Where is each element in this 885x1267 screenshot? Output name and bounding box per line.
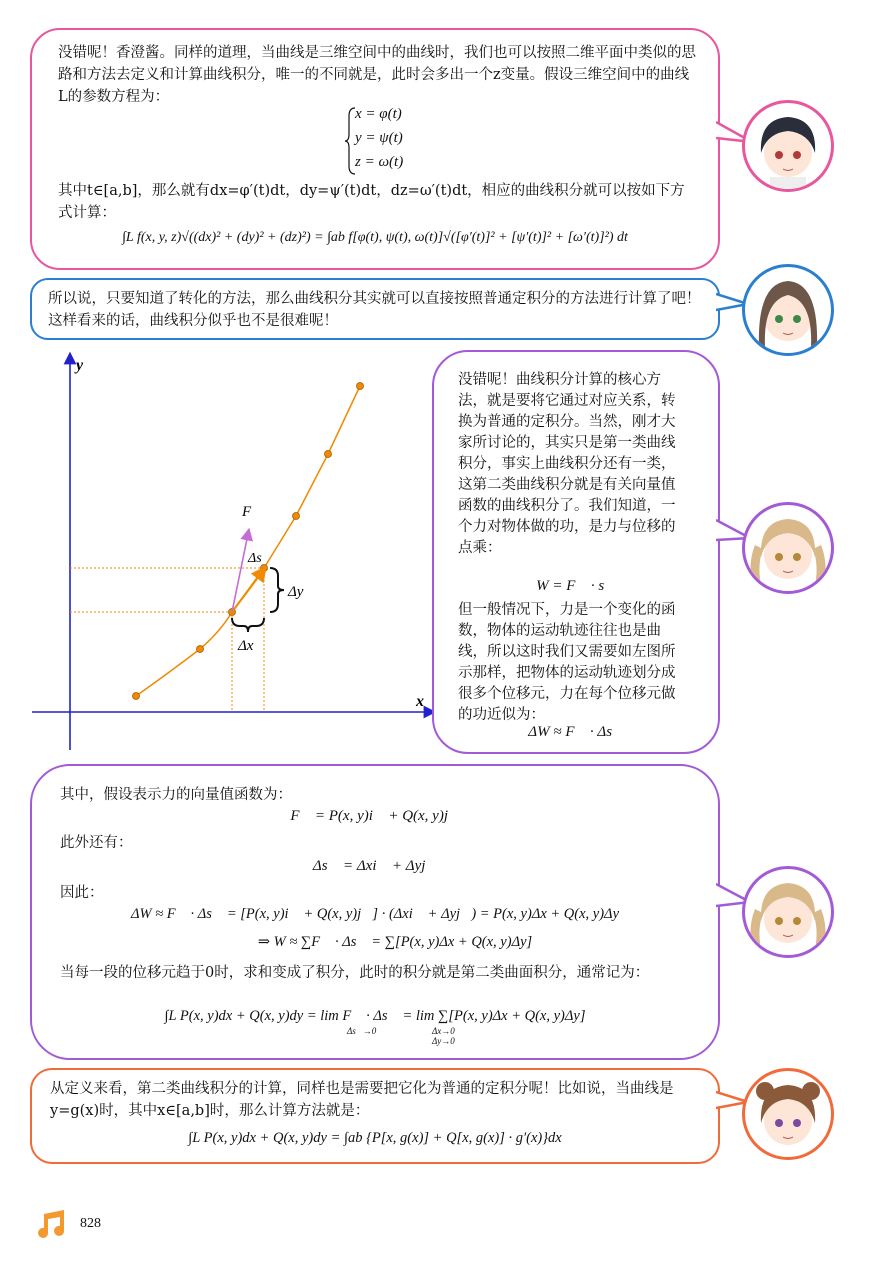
param-eq-z: z = ω(t)	[355, 154, 404, 170]
second-type-integral-formula: ∫L P(x, y)dx + Q(x, y)dy = ∫ab {P[x, g(x)] + Q[x, g(x)] · g′(x)}dx	[188, 1130, 562, 1146]
avatar-brown-buns	[742, 1068, 834, 1160]
dx-label: Δx	[238, 638, 254, 654]
limit-subscript-2a: Δx→0	[432, 1026, 455, 1036]
speech-bubble-1	[30, 28, 720, 270]
param-eq-y: y = ψ(t)	[355, 130, 403, 146]
work-sum-eq: ⇒ W ≈ ∑F⃗ · Δs⃗ = ∑[P(x, y)Δx + Q(x, y)Δy]	[257, 934, 533, 950]
bubble4-line3: 因此：	[60, 885, 104, 901]
bubble2-text: 所以说，只要知道了转化的方法，那么曲线积分其实就可以直接按照普通定积分的方法进行计算了吧！这样看来的话，曲线积分似乎也不是很难呢！	[48, 291, 701, 329]
bubble4-line1: 其中，假设表示力的向量值函数为：	[60, 787, 292, 803]
limit-subscript-2b: Δy→0	[432, 1036, 455, 1046]
dy-brace	[270, 568, 284, 612]
work-formula: W = F⃗ · s⃗	[536, 578, 616, 594]
work-approx-formula: ΔW ≈ F⃗ · Δs⃗	[528, 724, 624, 740]
music-note-icon	[36, 1210, 68, 1238]
bubble4-line4: 当每一段的位移元趋于0时，求和变成了积分，此时的积分就是第二类曲面积分，通常记为：	[60, 965, 650, 981]
page-number: 828	[80, 1216, 101, 1231]
speech-bubble-3	[432, 350, 720, 754]
ds-label: Δs⃗	[248, 551, 273, 566]
work-expansion-eq: ΔW ≈ F⃗ · Δs⃗ = [P(x, y)i⃗ + Q(x, y)j⃗] · (Δxi⃗ + Δyj⃗) = P(x, y)Δx + Q(x, y)Δy	[130, 906, 619, 922]
avatar-brown-hair	[742, 264, 834, 356]
speech-bubble-5	[30, 1068, 720, 1164]
bubble1-text2: 其中t∈[a,b]，那么就有dx=φ′(t)dt，dy=ψ′(t)dt，dz=ω′(t)dt，相应的曲线积分就可以按如下方式计算：	[58, 183, 685, 221]
guide-lines	[70, 568, 264, 712]
x-axis-label: x	[416, 693, 424, 710]
speech-bubble-2	[30, 278, 720, 340]
bubble1-text: 没错呢！香澄酱。同样的道理，当曲线是三维空间中的曲线时，我们也可以按照二维平面中类似的思路和方法去定义和计算曲线积分，唯一的不同就是，此时会多出一个z变量。假设三维空间中的曲线L的参数方程为：	[58, 45, 696, 105]
limit-subscript-1: Δs⃗→0	[347, 1026, 377, 1036]
force-function-eq: F⃗ = P(x, y)i⃗ + Q(x, y)j⃗	[290, 808, 460, 824]
y-axis-label: y	[76, 357, 84, 374]
bubble3-text: 没错呢！曲线积分计算的核心方法，就是要将它通过对应关系，转换为普通的定积分。当然，刚才大家所讨论的，其实只是第一类曲线积分，事实上曲线积分还有一类，这第二类曲线积分就是有关向量值函数的曲线积分了。我们知道，一个力对物体做的功，是力与位移的点乘：	[458, 372, 676, 556]
bubble3-text2: 但一般情况下，力是一个变化的函数，物体的运动轨迹往往也是曲线，所以这时我们又需要如左图所示那样，把物体的运动轨迹划分成很多个位移元，力在每个位移元做的功近似为：	[458, 602, 676, 723]
line-integral-definition: ∫L P(x, y)dx + Q(x, y)dy = lim F⃗ · Δs⃗ = lim ∑[P(x, y)Δx + Q(x, y)Δy]	[164, 1008, 586, 1024]
dx-brace	[232, 618, 264, 632]
param-eq-x: x = φ(t)	[355, 106, 402, 122]
dy-label: Δy	[288, 584, 304, 600]
displacement-eq: Δs⃗ = Δxi⃗ + Δyj⃗	[312, 858, 438, 874]
curve-graph	[30, 350, 440, 760]
bubble5-text: 从定义来看，第二类曲线积分的计算，同样也是需要把它化为普通的定积分呢！比如说，当曲线是y=g(x)时，其中x∈[a,b]时，那么计算方法就是：	[50, 1081, 674, 1119]
avatar-blonde-twintails-2	[742, 866, 834, 958]
avatar-blonde-twintails-1	[742, 502, 834, 594]
force-label: F⃗	[242, 504, 263, 520]
bubble4-line2: 此外还有：	[60, 835, 133, 851]
speech-bubble-4	[30, 764, 720, 1060]
avatar-dark-hair	[742, 100, 834, 192]
arc-length-formula: ∫L f(x, y, z)√((dx)² + (dy)² + (dz)²) = ∫ab f[φ(t), ψ(t), ω(t)]√([φ′(t)]² + [ψ′(t)]² + [ω′(t)]²) dt	[122, 230, 628, 245]
param-equations	[345, 106, 405, 176]
